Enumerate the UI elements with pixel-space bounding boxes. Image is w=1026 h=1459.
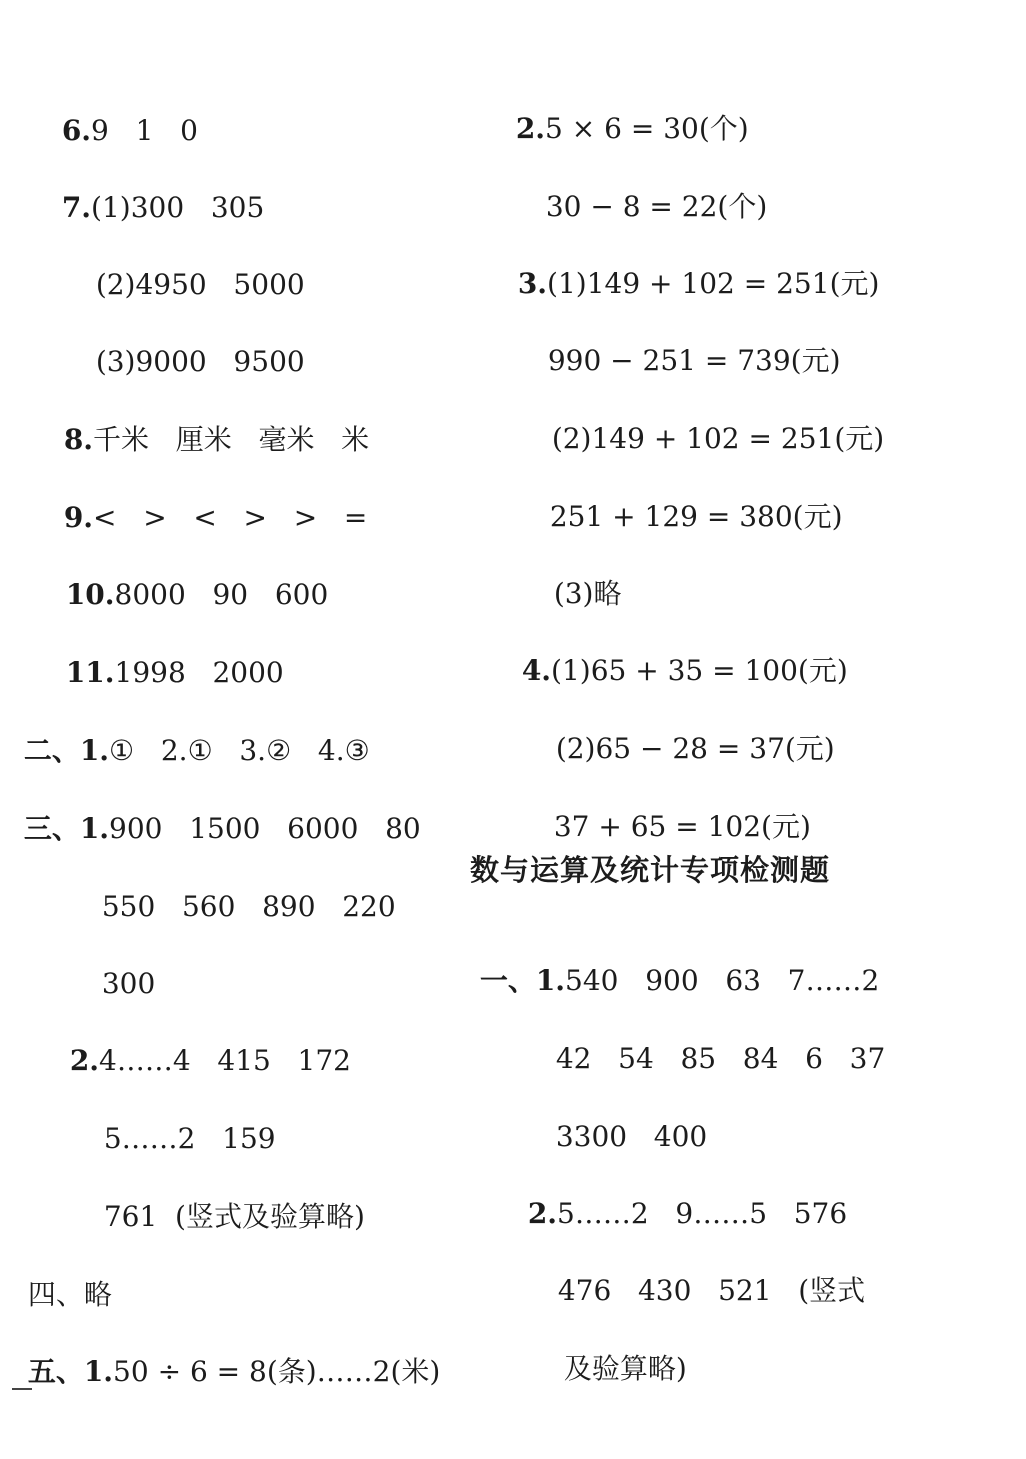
answer-text: 9 1 0 <box>91 114 198 147</box>
question-number: 11. <box>65 656 115 689</box>
answer-line <box>504 620 848 688</box>
answer-text: 3300 400 <box>555 1120 708 1153</box>
answer-line <box>78 234 305 302</box>
answer-line <box>86 1166 365 1234</box>
answer-text: (3)略 <box>553 577 622 610</box>
question-number: 五、1. <box>27 1355 114 1388</box>
answer-text: 5……2 159 <box>103 1122 276 1155</box>
question-number: 二、1. <box>23 734 110 767</box>
answer-text: 5……2 9……5 576 <box>557 1197 848 1230</box>
answer-text: (1)65 + 35 = 100(元) <box>551 654 848 687</box>
answer-text: 四、略 <box>27 1278 112 1311</box>
answer-text: 4……4 415 172 <box>99 1044 351 1077</box>
answer-text: (1)300 305 <box>91 191 265 224</box>
answer-line <box>6 700 370 768</box>
answer-line <box>538 1086 707 1154</box>
answer-text: 及验算略) <box>563 1352 687 1385</box>
answer-text: (2)65 − 28 = 37(元) <box>555 732 835 765</box>
question-number: 一、1. <box>479 964 566 997</box>
answer-line <box>48 622 284 690</box>
answer-line <box>510 1163 847 1231</box>
answer-text: (2)149 + 102 = 251(元) <box>551 422 885 455</box>
answer-line <box>48 544 328 612</box>
answer-text: 990 − 251 = 739(元) <box>547 344 841 377</box>
answer-text: (3)9000 9500 <box>95 345 305 378</box>
answer-line <box>528 156 767 224</box>
section-heading: 数与运算及统计专项检测题 <box>470 853 831 887</box>
answer-line <box>500 233 879 301</box>
answer-text: 37 + 65 = 102(元) <box>553 810 811 843</box>
answer-text: 761 (竖式及验算略) <box>103 1200 365 1233</box>
question-number: 3. <box>517 267 548 300</box>
answer-text: 900 1500 6000 80 <box>109 812 421 845</box>
answer-line <box>536 543 621 611</box>
question-number: 三、1. <box>23 812 110 845</box>
answer-text: 千米 厘米 毫米 米 <box>93 423 370 456</box>
answer-text: 251 + 129 = 380(元) <box>549 500 843 533</box>
answer-text: 1998 2000 <box>114 656 284 689</box>
question-number: 10. <box>65 578 115 611</box>
answer-line <box>86 1088 276 1156</box>
answer-line <box>538 1008 885 1076</box>
question-number: 2. <box>527 1197 558 1230</box>
answer-text: 30 − 8 = 22(个) <box>545 190 768 223</box>
answer-line <box>546 1318 687 1386</box>
question-number: 2. <box>69 1044 100 1077</box>
answer-line <box>10 1321 440 1389</box>
question-number: 6. <box>61 114 92 147</box>
question-number: 4. <box>521 654 552 687</box>
answer-line <box>534 388 884 456</box>
answer-text: 8000 90 600 <box>114 578 329 611</box>
answer-text: ① 2.① 3.② 4.③ <box>109 734 370 767</box>
answer-text: 5 × 6 = 30(个) <box>545 112 749 145</box>
answer-line <box>462 930 879 998</box>
answer-line <box>84 933 155 1001</box>
answer-text: 476 430 521 (竖式 <box>557 1274 866 1307</box>
question-number: 8. <box>63 423 94 456</box>
edge-mark <box>12 1388 32 1390</box>
answer-line <box>10 1244 112 1312</box>
answer-line <box>46 467 367 535</box>
answer-line <box>532 466 843 534</box>
question-number: 7. <box>61 191 92 224</box>
answer-line <box>46 389 369 457</box>
answer-text: (1)149 + 102 = 251(元) <box>547 267 880 300</box>
answer-text: 42 54 85 84 6 37 <box>555 1042 886 1075</box>
answer-text: 550 560 890 220 <box>101 890 396 923</box>
answer-line <box>84 856 396 924</box>
answer-line <box>78 311 305 379</box>
answer-line <box>44 157 264 225</box>
answer-line <box>498 78 749 146</box>
answer-text: (2)4950 5000 <box>95 268 305 301</box>
answer-text: 300 <box>101 967 156 1000</box>
question-number: 2. <box>515 112 546 145</box>
question-number: 9. <box>63 501 94 534</box>
answer-line <box>540 1240 865 1308</box>
answer-line <box>6 778 421 846</box>
answer-line <box>538 698 835 766</box>
answer-text: < > < > > = <box>93 501 368 534</box>
answer-text: 50 ÷ 6 = 8(条)……2(米) <box>113 1355 441 1388</box>
answer-line <box>536 776 811 844</box>
answer-line <box>52 1010 351 1078</box>
answer-line <box>44 80 198 148</box>
answer-text: 540 900 63 7……2 <box>565 964 880 997</box>
answer-line <box>530 310 841 378</box>
